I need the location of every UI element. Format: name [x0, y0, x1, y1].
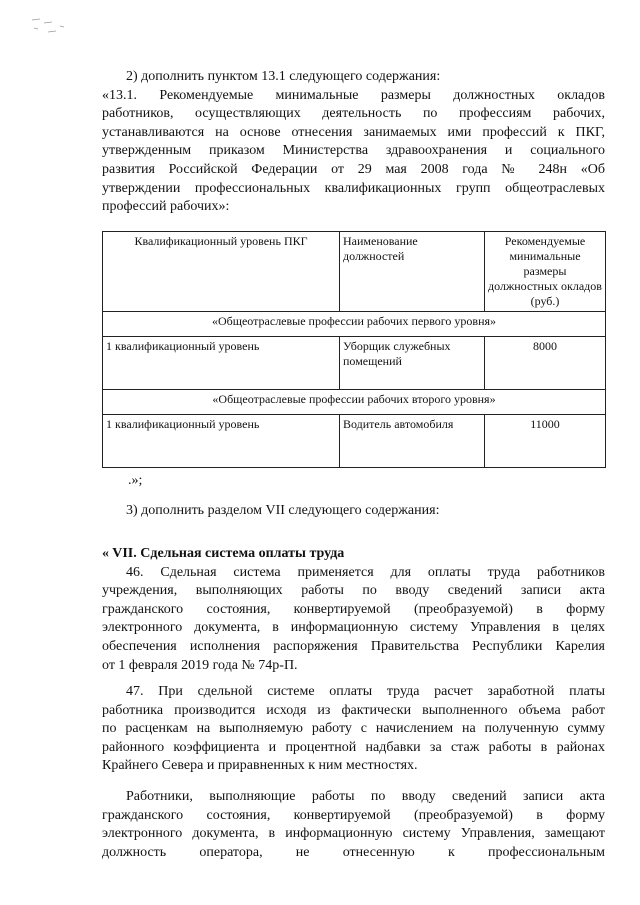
table-group-row: [103, 311, 606, 336]
cell-level: 1 квалификационный уровень: [103, 414, 340, 467]
table-group-row: [103, 389, 606, 414]
text-line: от 1 февраля 2019 года № 74р-П.: [102, 657, 298, 673]
document-page: [102, 68, 605, 862]
text-line: 47. При сдельной системе оплаты труда расчет заработной платы: [126, 684, 605, 700]
text-line: по расценкам на выполняемую работу с начислением на полученную сумму: [102, 721, 605, 737]
paragraph-13-1: [102, 87, 605, 217]
cell-salary: 11000: [485, 414, 606, 467]
text-line: учреждения, выполняющих работы по вводу сведений записи акта: [102, 583, 605, 599]
text-line: «13.1. Рекомендуемые минимальные размеры должностных окладов: [102, 87, 605, 103]
text-line: Крайнего Севера и приравненных к ним местностях.: [102, 758, 418, 774]
table-row: [103, 414, 606, 467]
cell-salary: 8000: [485, 336, 606, 389]
text-line: обеспечения исполнения распоряжения Правительства Республики Карелия: [102, 638, 605, 654]
cell-level: 1 квалификационный уровень: [103, 336, 340, 389]
text-line: должность оператора, не отнесенную к профессиональным: [102, 844, 605, 860]
text-line: районного коэффициента и процентной надбавки за стаж работы в районах: [102, 739, 605, 755]
text-line: профессий рабочих»:: [102, 199, 230, 215]
cell-position: Уборщик служебных помещений: [340, 336, 485, 389]
salary-table: [102, 231, 606, 468]
item-2-intro: 2) дополнить пунктом 13.1 следующего содержания:: [126, 69, 441, 84]
text-line: 46. Сдельная система применяется для оплаты труда работников: [126, 564, 605, 580]
cell-position: Водитель автомобиля: [340, 414, 485, 467]
section-heading: « VII. Сдельная система оплаты труда: [102, 545, 345, 561]
text-line: электронного документа, в информационную систему Управления в целях: [102, 620, 605, 636]
text-line: электронного документа, в информационную систему Управления, замещают: [102, 826, 605, 842]
group-title: «Общеотраслевые профессии рабочих первого уровня»: [103, 311, 606, 336]
text-line: гражданского состояния, конвертируемой (преобразуемой) в форму: [102, 601, 605, 617]
group-title: «Общеотраслевые профессии рабочих второго уровня»: [103, 389, 606, 414]
text-line: работников, осуществляющих деятельность по профессиям рабочих,: [102, 106, 605, 122]
paragraph-47: [102, 683, 605, 776]
table-row: [103, 336, 606, 389]
text-line: утвержденным приказом Министерства здравоохранения и социального: [102, 143, 605, 159]
text-line: работника производится исходя из фактически выполненного объема работ: [102, 702, 605, 718]
text-line: гражданского состояния, конвертируемой (преобразуемой) в форму: [102, 807, 605, 823]
text-line: развития Российской Федерации от 29 мая 2008 года № 248н «Об: [102, 161, 605, 177]
header-level: Квалификационный уровень ПКГ: [103, 231, 340, 311]
text-line: устанавливаются на основе отнесения занимаемых ими профессий к ПКГ,: [102, 124, 605, 140]
item-3-intro: 3) дополнить разделом VII следующего содержания:: [126, 503, 440, 519]
text-line: утверждении профессиональных квалификационных групп общеотраслевых: [102, 180, 605, 196]
table-closing-mark: .»;: [128, 472, 143, 488]
scan-speck-mark: [30, 14, 70, 40]
table-header-row: [103, 231, 606, 311]
header-position: Наименование должностей: [340, 231, 485, 311]
paragraph-46: [102, 564, 605, 676]
paragraph-workers: [102, 788, 605, 862]
text-line: Работники, выполняющие работы по вводу сведений записи акта: [126, 789, 605, 805]
header-salary: Рекомендуемые минимальные размеры должностных окладов (руб.): [485, 231, 606, 311]
